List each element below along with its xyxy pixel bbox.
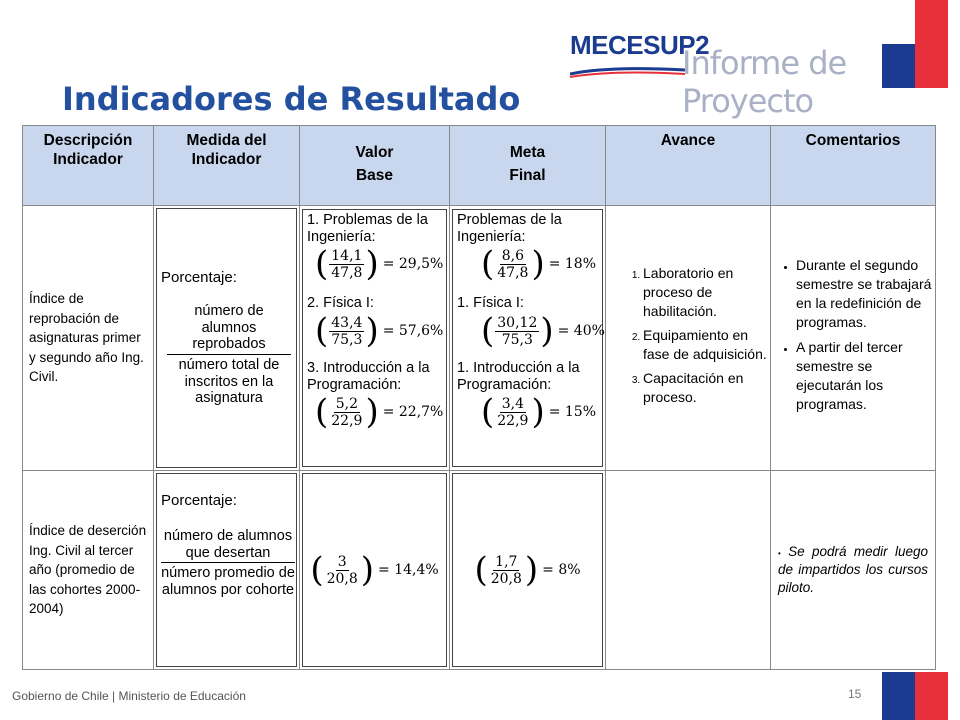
row2-medida bbox=[154, 471, 300, 670]
header-avance: Avance bbox=[606, 126, 771, 206]
list-item: • Durante el segundo semestre se trabajará en la redefinición de programas. bbox=[796, 256, 934, 332]
header-meta-final: Meta Final bbox=[450, 126, 606, 206]
header-descripcion: Descripción Indicador bbox=[23, 126, 154, 206]
footer-text: Gobierno de Chile | Ministerio de Educación bbox=[12, 689, 246, 703]
table-header-row bbox=[23, 126, 936, 206]
row1-medida-formula: Porcentaje: número de alumnos reprobados número total de inscritos en la asignatura bbox=[156, 208, 297, 468]
list-item: • A partir del tercer semestre se ejecutarán los programas. bbox=[796, 338, 934, 414]
table-row bbox=[23, 471, 936, 670]
row1-valor-base: 1. Problemas de la Ingeniería: ( $\frac{14,1}{47,8}$ ) = 29,5% 2. Física I: ( $\frac{43,4}{75,3}$ ) = 57,6% 3. Introducción a la Programación: ( $\frac{5,2}{22,9}$ ) = 22,7% bbox=[300, 206, 450, 471]
row2-comentarios: • Se podrá medir luego de impartidos los cursos piloto. bbox=[771, 471, 936, 670]
row1-descripcion: Índice de reprobación de asignaturas primer y segundo año Ing. Civil. bbox=[23, 206, 154, 471]
row1-avance bbox=[606, 206, 771, 471]
list-item: 2. Equipamiento en fase de adquisición. bbox=[643, 326, 769, 364]
header-valor-base: Valor Base bbox=[300, 126, 450, 206]
row1-medida bbox=[154, 206, 300, 471]
chile-flag-top bbox=[882, 0, 948, 88]
list-item: 1. Laboratorio en proceso de habilitación. bbox=[643, 264, 769, 321]
chile-flag-bottom bbox=[882, 672, 948, 720]
avance-list bbox=[607, 264, 769, 406]
row2-descripcion: Índice de deserción Ing. Civil al tercer año (promedio de las cohortes 2000-2004) bbox=[23, 471, 154, 670]
mecesup-logo bbox=[570, 24, 870, 120]
row2-avance bbox=[606, 471, 771, 670]
page-title: Indicadores de Resultado bbox=[62, 80, 521, 118]
row2-meta-final: ( $\frac{1,7}{20,8}$ ) = 8% bbox=[450, 471, 606, 670]
row1-meta-final: Problemas de la Ingeniería: ( $\frac{8,6}{47,8}$ ) = 18% 1. Física I: ( $\frac{30,12}{75,3}$ ) = 40% 1. Introducción a la Programación: ( $\frac{3,4}{22,9}$ ) = 15% bbox=[450, 206, 606, 471]
header-comentarios: Comentarios bbox=[771, 126, 936, 206]
page-number: 15 bbox=[848, 687, 862, 701]
row2-valor-base: ( $\frac{3}{20,8}$ ) = 14,4% bbox=[300, 471, 450, 670]
swoosh-icon bbox=[570, 64, 685, 78]
row1-comentarios bbox=[771, 206, 936, 471]
mecesup-wordmark: MECESUP2 bbox=[570, 30, 710, 60]
list-item: 3. Capacitación en proceso. bbox=[643, 369, 769, 407]
row2-medida-formula: Porcentaje: número de alumnos que desertan número promedio de alumnos por cohorte bbox=[156, 473, 297, 667]
header-medida: Medida del Indicador bbox=[154, 126, 300, 206]
comentarios-list bbox=[772, 256, 934, 413]
informe-wordmark: Informe de Proyecto bbox=[682, 44, 847, 120]
indicators-table bbox=[22, 125, 936, 670]
table-row bbox=[23, 206, 936, 471]
